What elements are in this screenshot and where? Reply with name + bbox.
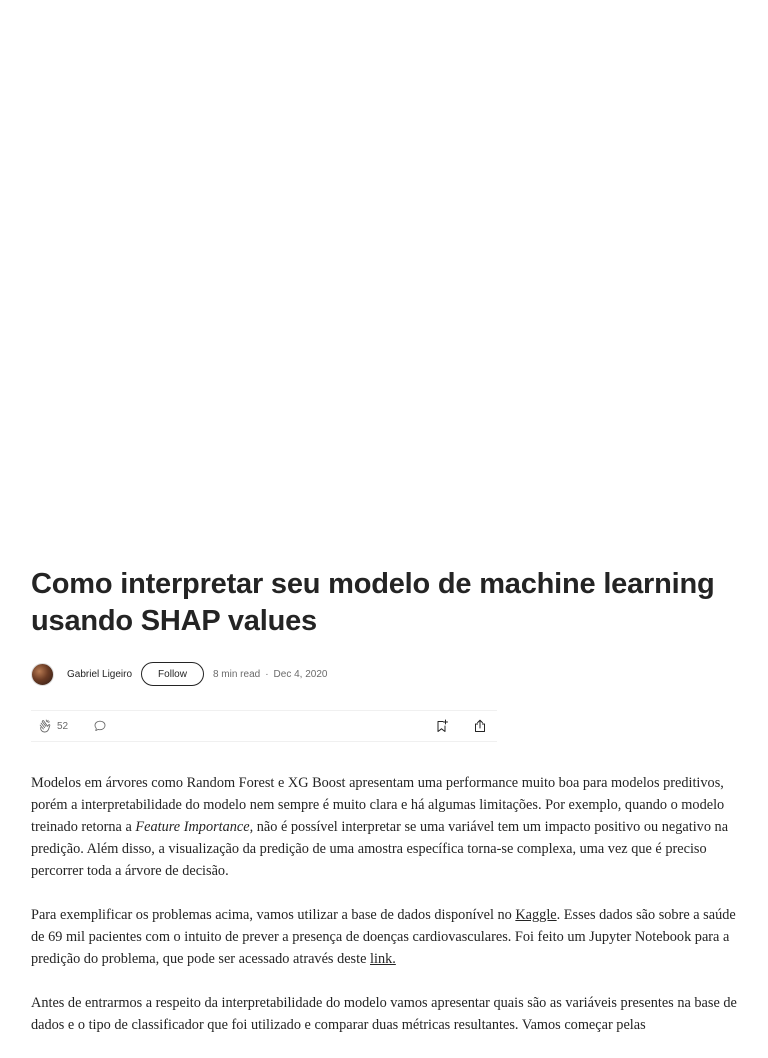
paragraph-text: Modelos em árvores como Random Forest e XG Boost apresentam uma performance muito boa para modelos preditivos, porém a interpretabilidade do modelo nem sempre é muito clara e há algumas limitações. Por exemplo, quando o modelo treinado retorna a [31,775,725,835]
notebook-link[interactable]: link. [370,951,396,967]
bookmark-add-icon [434,718,450,734]
paragraph [31,904,737,970]
clap-icon [37,718,53,734]
paragraph-text: não é possível interpretar se uma variável tem um impacto positivo ou negativo na predição. Além disso, a visualização da predição de uma amostra específica torna-se complexa, uma vez que é preciso percorrer toda a árvore de decisão. [31,819,729,879]
action-bar-left [37,718,108,734]
clap-count: 52 [57,720,69,732]
action-bar-right [434,718,488,734]
paragraph-text: Antes de entrarmos a respeito da interpretabilidade do modelo vamos apresentar quais são as variáveis presentes na base de dados e o tipo de classificador que foi utilizado e comparar duas métricas resultantes. Vamos começar pelas [31,995,737,1033]
author-avatar[interactable] [31,663,54,686]
paragraph [31,772,737,882]
paragraph [31,992,737,1036]
emphasis-text: Feature Importance, [135,819,254,835]
clap-button[interactable] [37,718,68,734]
publish-date: Dec 4, 2020 [273,668,328,680]
article [31,566,737,1058]
byline [31,659,737,689]
meta-separator: · [265,668,269,680]
paragraph-text: Para exemplificar os problemas acima, vamos utilizar a base de dados disponível no [31,907,516,923]
author-name[interactable]: Gabriel Ligeiro [67,668,133,680]
share-button[interactable] [472,718,488,734]
comment-icon [92,718,108,734]
comment-button[interactable] [92,718,108,734]
paragraph-text: . Esses dados são sobre a saúde de 69 mil pacientes com o intuito de prever a presença de doenças cardiovasculares. Foi feito um Jupyter Notebook para a predição do problema, que pode ser acessado através deste [31,907,736,967]
share-icon [472,718,488,734]
read-time: 8 min read [212,668,261,680]
article-title: Como interpretar seu modelo de machine learning usando SHAP values [31,568,715,637]
save-button[interactable] [434,718,450,734]
action-bar [31,710,497,742]
kaggle-link[interactable]: Kaggle [515,907,557,923]
article-body [31,772,737,1036]
follow-button[interactable]: Follow [141,662,204,686]
